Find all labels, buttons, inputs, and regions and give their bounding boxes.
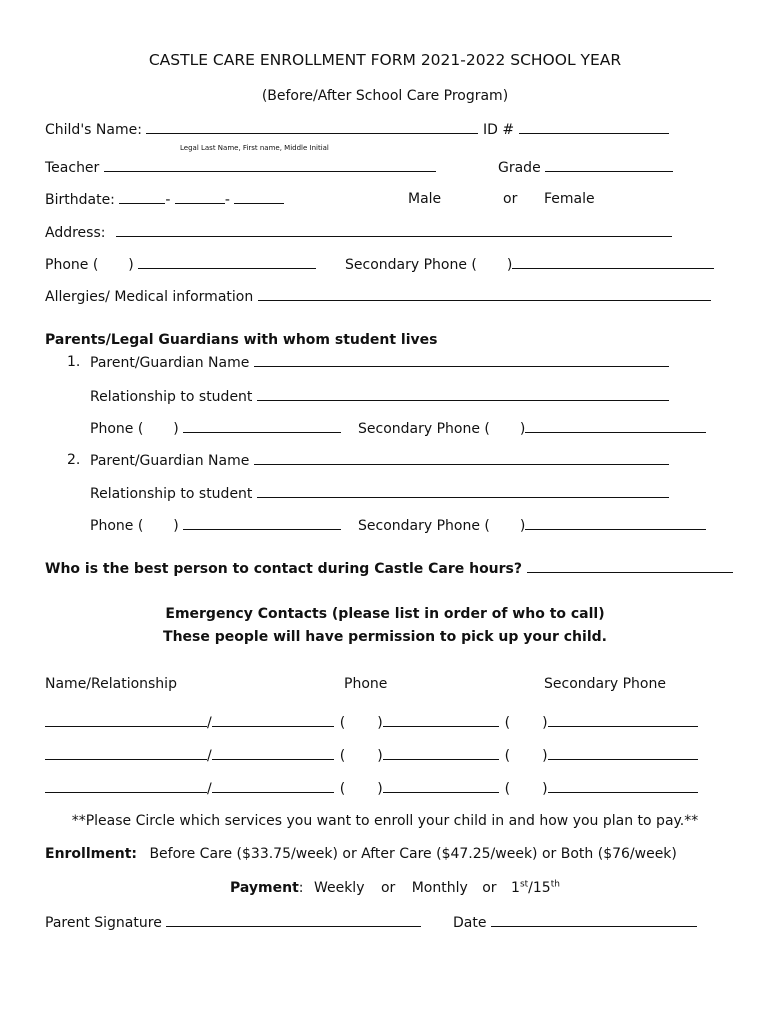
- teacher-label: Teacher: [45, 160, 100, 176]
- form-subtitle: (Before/After School Care Program): [261, 88, 509, 104]
- date-row: [453, 913, 697, 932]
- parent-1-phone-row: [90, 419, 341, 438]
- parent-2-name-field[interactable]: [254, 451, 669, 465]
- parent-name-label: Parent/Guardian Name: [90, 453, 250, 469]
- emergency-relationship-field[interactable]: [212, 713, 334, 727]
- parent-1-relationship-row: [90, 387, 669, 406]
- phone-label: Phone (: [45, 257, 99, 273]
- emergency-name-field[interactable]: [45, 713, 207, 727]
- birth-year-field[interactable]: [234, 190, 284, 204]
- birthdate-label: Birthdate:: [45, 192, 115, 208]
- date-field[interactable]: [491, 913, 697, 927]
- parent-1-number: 1.: [67, 354, 81, 370]
- emergency-secondary-phone-field[interactable]: [548, 746, 698, 760]
- date-separator: -: [224, 192, 230, 208]
- id-row: [483, 120, 669, 139]
- emergency-contact-row: [45, 746, 698, 765]
- emergency-relationship-field[interactable]: [212, 746, 334, 760]
- phone-label: Phone (: [90, 421, 144, 437]
- paren-close: ): [519, 421, 526, 437]
- payment-mid: /15: [528, 880, 551, 896]
- close-paren: ): [542, 781, 548, 797]
- gender-or: or: [503, 191, 518, 207]
- secondary-phone-label: Secondary Phone (: [345, 257, 477, 273]
- parent-1-phone-field[interactable]: [183, 419, 341, 433]
- birth-month-field[interactable]: [119, 190, 165, 204]
- signature-field[interactable]: [166, 913, 421, 927]
- child-name-row: [45, 120, 478, 139]
- secondary-phone-label: Secondary Phone (: [358, 421, 490, 437]
- col-phone: Phone: [344, 676, 388, 692]
- slash: /: [207, 781, 212, 797]
- paren-close: ): [519, 518, 526, 534]
- address-field[interactable]: [116, 223, 672, 237]
- payment-or: or: [380, 880, 396, 896]
- open-paren: (: [339, 715, 346, 731]
- paren-close: ): [128, 257, 134, 273]
- paren-close: ): [506, 257, 513, 273]
- id-label: ID #: [483, 122, 515, 138]
- relationship-label: Relationship to student: [90, 389, 253, 405]
- emergency-contact-row: [45, 713, 698, 732]
- best-contact-row: [45, 559, 733, 578]
- payment-row: [230, 879, 560, 897]
- address-row: [45, 223, 672, 242]
- grade-label: Grade: [498, 160, 541, 176]
- emergency-phone-field[interactable]: [383, 746, 499, 760]
- payment-first-fifteenth[interactable]: [511, 880, 560, 896]
- slash: /: [207, 748, 212, 764]
- emergency-heading: Emergency Contacts (please list in order of who to call): [165, 606, 605, 622]
- parent-1-secondary-field[interactable]: [525, 419, 706, 433]
- payment-label: Payment: [230, 880, 299, 896]
- enrollment-options[interactable]: Before Care ($33.75/week) or After Care ($47.25/week) or Both ($76/week): [149, 846, 677, 862]
- teacher-row: [45, 158, 436, 177]
- address-label: Address:: [45, 225, 106, 241]
- open-paren: (: [504, 715, 511, 731]
- parent-2-secondary-field[interactable]: [525, 516, 706, 530]
- parent-1-name-field[interactable]: [254, 353, 669, 367]
- parent-1-relationship-field[interactable]: [257, 387, 669, 401]
- payment-monthly[interactable]: Monthly: [411, 880, 468, 896]
- allergies-field[interactable]: [258, 287, 711, 301]
- col-name-relationship: Name/Relationship: [45, 676, 177, 692]
- phone-field[interactable]: [138, 255, 316, 269]
- close-paren: ): [542, 748, 548, 764]
- slash: /: [207, 715, 212, 731]
- signature-row: [45, 913, 421, 932]
- emergency-phone-field[interactable]: [383, 779, 499, 793]
- teacher-field[interactable]: [104, 158, 436, 172]
- col-secondary-phone: Secondary Phone: [544, 676, 666, 692]
- date-separator: -: [165, 192, 171, 208]
- parent-2-number: 2.: [67, 452, 81, 468]
- child-phone-row: [45, 255, 316, 274]
- grade-field[interactable]: [545, 158, 673, 172]
- parent-2-phone-field[interactable]: [183, 516, 341, 530]
- enrollment-label: Enrollment:: [45, 846, 137, 862]
- parent-name-label: Parent/Guardian Name: [90, 355, 250, 371]
- close-paren: ): [542, 715, 548, 731]
- emergency-name-field[interactable]: [45, 779, 207, 793]
- emergency-name-field[interactable]: [45, 746, 207, 760]
- parent-2-secondary-row: [358, 516, 706, 535]
- open-paren: (: [339, 781, 346, 797]
- female-option[interactable]: Female: [544, 191, 595, 207]
- close-paren: ): [377, 715, 383, 731]
- open-paren: (: [504, 748, 511, 764]
- parent-2-relationship-field[interactable]: [257, 484, 669, 498]
- emergency-phone-field[interactable]: [383, 713, 499, 727]
- emergency-subheading: These people will have permission to pick up your child.: [163, 629, 607, 645]
- allergies-label: Allergies/ Medical information: [45, 289, 254, 305]
- phone-label: Phone (: [90, 518, 144, 534]
- services-note: **Please Circle which services you want to enroll your child in and how you plan to pay.**: [71, 813, 699, 829]
- secondary-phone-field[interactable]: [512, 255, 714, 269]
- child-name-hint: Legal Last Name, First name, Middle Initial: [180, 144, 329, 152]
- male-option[interactable]: Male: [408, 191, 442, 207]
- form-title: CASTLE CARE ENROLLMENT FORM 2021-2022 SCHOOL YEAR: [148, 51, 622, 69]
- birth-day-field[interactable]: [175, 190, 225, 204]
- payment-weekly[interactable]: Weekly: [313, 880, 365, 896]
- date-label: Date: [453, 915, 487, 931]
- open-paren: (: [504, 781, 511, 797]
- parents-heading: Parents/Legal Guardians with whom student lives: [45, 332, 438, 348]
- emergency-secondary-phone-field[interactable]: [548, 713, 698, 727]
- payment-or-2: or: [482, 880, 497, 896]
- payment-first-sup: st: [519, 879, 529, 890]
- relationship-label: Relationship to student: [90, 486, 253, 502]
- child-name-label: Child's Name:: [45, 122, 142, 138]
- allergies-row: [45, 287, 711, 306]
- payment-first: 1: [511, 880, 520, 896]
- close-paren: ): [377, 748, 383, 764]
- payment-mid-sup: th: [550, 879, 560, 890]
- id-field[interactable]: [519, 120, 669, 134]
- emergency-secondary-phone-field[interactable]: [548, 779, 698, 793]
- child-secondary-phone-row: [345, 255, 714, 274]
- secondary-phone-label: Secondary Phone (: [358, 518, 490, 534]
- child-name-field[interactable]: [146, 120, 478, 134]
- emergency-relationship-field[interactable]: [212, 779, 334, 793]
- best-contact-label: Who is the best person to contact during Castle Care hours?: [45, 561, 523, 577]
- paren-close: ): [173, 421, 179, 437]
- paren-close: ): [173, 518, 179, 534]
- parent-2-relationship-row: [90, 484, 669, 503]
- best-contact-field[interactable]: [527, 559, 733, 573]
- grade-row: [498, 158, 673, 177]
- parent-2-phone-row: [90, 516, 341, 535]
- open-paren: (: [339, 748, 346, 764]
- parent-1-name-row: [90, 353, 669, 372]
- enrollment-row: [45, 845, 677, 863]
- signature-label: Parent Signature: [45, 915, 162, 931]
- payment-colon: :: [298, 880, 304, 896]
- close-paren: ): [377, 781, 383, 797]
- parent-2-name-row: [90, 451, 669, 470]
- birthdate-row: [45, 190, 284, 209]
- emergency-contact-row: [45, 779, 698, 798]
- parent-1-secondary-row: [358, 419, 706, 438]
